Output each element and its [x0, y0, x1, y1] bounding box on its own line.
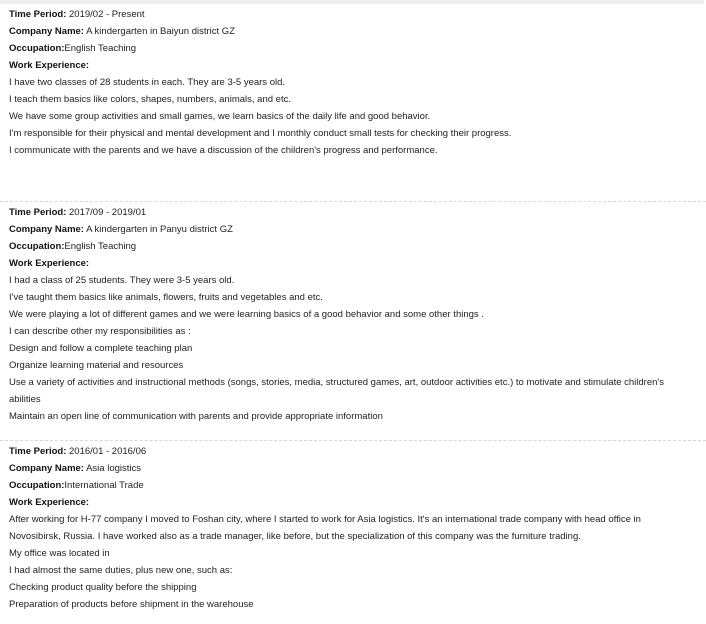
experience-line: I had a class of 25 students. They were 3-5 years old.	[9, 275, 235, 286]
experience-line: We have some group activities and small games, we learn basics of the daily life and good behavior.	[9, 111, 431, 122]
company-name-value: Asia logistics	[86, 463, 142, 474]
occupation-label: Occupation:	[9, 43, 65, 54]
company-name-value: A kindergarten in Panyu district GZ	[86, 224, 233, 235]
work-experience-description	[9, 272, 706, 425]
company-name-row	[9, 221, 706, 238]
time-period-row	[9, 443, 706, 460]
occupation-row	[9, 40, 706, 57]
time-period-row	[9, 6, 706, 23]
company-name-label: Company Name:	[9, 224, 84, 235]
work-experience-heading: Work Experience:	[9, 258, 90, 269]
time-period-label: Time Period:	[9, 446, 67, 457]
occupation-value: English Teaching	[64, 241, 137, 252]
experience-line: Checking product quality before the shipping	[9, 582, 197, 593]
work-entry	[0, 440, 706, 613]
experience-line: My office was located in	[9, 548, 110, 559]
experience-line: I can describe other my responsibilities as :	[9, 326, 191, 337]
experience-line: Preparation of products before shipment in the warehouse	[9, 599, 254, 610]
experience-line: I teach them basics like colors, shapes, numbers, animals, and etc.	[9, 94, 291, 105]
company-name-row	[9, 460, 706, 477]
company-name-row	[9, 23, 706, 40]
experience-line: Design and follow a complete teaching plan	[9, 343, 193, 354]
time-period-value: 2016/01 - 2016/06	[69, 446, 147, 457]
experience-line: After working for H-77 company I moved to Foshan city, where I started to work for Asia logistics. It's an international trade company with head office in Novosibirsk, Russia. I have worked also as a trade manager, like before, but the specialization of this company was the furniture trading.	[9, 514, 641, 542]
company-name-value: A kindergarten in Baiyun district GZ	[86, 26, 235, 37]
work-experience-heading: Work Experience:	[9, 497, 90, 508]
experience-line: Maintain an open line of communication with parents and provide appropriate information	[9, 411, 383, 422]
experience-line: I communicate with the parents and we have a discussion of the children's progress and performance.	[9, 145, 438, 156]
occupation-value: English Teaching	[64, 43, 137, 54]
experience-line: We were playing a lot of different games and we were learning basics of a good behavior and some other things .	[9, 309, 484, 320]
occupation-label: Occupation:	[9, 241, 65, 252]
occupation-label: Occupation:	[9, 480, 65, 491]
experience-line: Use a variety of activities and instructional methods (songs, stories, media, structured games, art, outdoor activities etc.) to motivate and stimulate children's abilities	[9, 377, 664, 405]
time-period-label: Time Period:	[9, 207, 67, 218]
work-experience-heading: Work Experience:	[9, 60, 90, 71]
occupation-row	[9, 238, 706, 255]
experience-line: I have two classes of 28 students in each. They are 3-5 years old.	[9, 77, 286, 88]
occupation-row	[9, 477, 706, 494]
experience-line: I've taught them basics like animals, flowers, fruits and vegetables and etc.	[9, 292, 323, 303]
company-name-label: Company Name:	[9, 463, 84, 474]
work-entry	[0, 4, 706, 201]
time-period-label: Time Period:	[9, 9, 67, 20]
time-period-row	[9, 204, 706, 221]
experience-line: I had almost the same duties, plus new one, such as:	[9, 565, 233, 576]
experience-line: I'm responsible for their physical and mental development and I monthly conduct small tests for checking their progress.	[9, 128, 512, 139]
experience-line: Organize learning material and resources	[9, 360, 184, 371]
occupation-value: International Trade	[64, 480, 144, 491]
work-entry	[0, 201, 706, 440]
work-experience-description	[9, 511, 706, 613]
work-experience-description	[9, 74, 706, 159]
company-name-label: Company Name:	[9, 26, 84, 37]
time-period-value: 2019/02 - Present	[69, 9, 145, 20]
time-period-value: 2017/09 - 2019/01	[69, 207, 147, 218]
work-history-scroll-area[interactable]	[0, 4, 706, 610]
